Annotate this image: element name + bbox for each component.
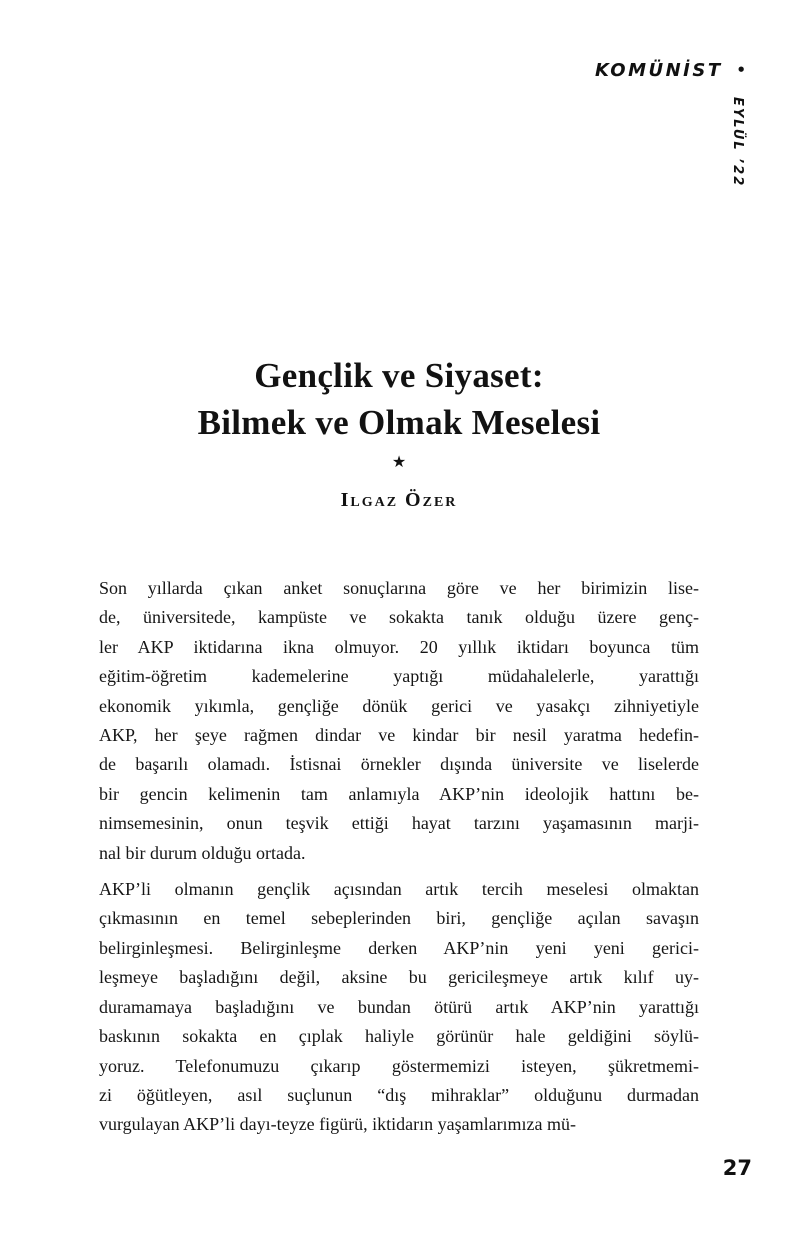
article-title-line-1: Gençlik ve Siyaset: (254, 356, 544, 395)
text-line: nal bir durum olduğu ortada. (99, 842, 306, 863)
text-line: bir gencin kelimenin tam anlamıyla AKP’nin ideolojik hattını be- (99, 783, 699, 804)
author-name: Ilgaz Özer (340, 489, 458, 511)
text-line: nimsemesinin, onun teşvik ettiği hayat tarzını yaşamasının marji- (99, 813, 699, 834)
text-line: çıkmasının en temel sebeplerinden biri, gençliğe açılan savaşın (99, 908, 699, 929)
text-line: de başarılı olamadı. İstisnai örnekler dışında üniversite ve liselerde (99, 754, 699, 775)
journal-name (595, 60, 746, 81)
article-title (99, 352, 699, 446)
text-line: ler AKP iktidarına ikna olmuyor. 20 yıllık iktidarı boyunca tüm (99, 636, 699, 657)
text-line: Son yıllarda çıkan anket sonuçlarına göre ve her birimizin lise- (99, 578, 699, 598)
text-line: AKP’li olmanın gençlik açısından artık tercih meselesi olmaktan (99, 879, 699, 900)
text-line: ekonomik yıkımla, gençliğe dönük gerici ve yasakçı zihniyetiyle (99, 695, 699, 716)
issue-date: EYLÜL ’22 (730, 97, 745, 188)
text-line: baskının sokakta en çıplak haliyle görünür hale geldiğini söylü- (99, 1026, 699, 1047)
bullet-icon: • (736, 61, 746, 79)
star-icon: ★ (391, 454, 407, 471)
text-line: AKP, her şeye rağmen dindar ve kindar bir nesil yaratma hedefin- (99, 725, 699, 746)
article-title-line-2: Bilmek ve Olmak Meselesi (197, 403, 601, 442)
text-line: vurgulayan AKP’li dayı-teyze figürü, iktidarın yaşamlarımıza mü- (99, 1114, 577, 1135)
text-line: leşmeye başladığını değil, aksine bu gericileşmeye artık kılıf uy- (99, 967, 699, 988)
text-line: de, üniversitede, kampüste ve sokakta tanık olduğu üzere genç- (99, 607, 699, 628)
paragraph (99, 574, 699, 868)
article-body (99, 574, 699, 1147)
text-line: zi öğütleyen, asıl suçlunun “dış mihraklar” olduğunu durmadan (99, 1084, 699, 1105)
text-line: belirginleşmesi. Belirginleşme derken AKP’nin yeni yeni gerici- (99, 937, 699, 958)
text-line: duramamaya başladığını ve bundan ötürü artık AKP’nin yarattığı (99, 996, 699, 1017)
page-number: 27 (722, 1156, 752, 1180)
paragraph (99, 875, 699, 1140)
text-line: yoruz. Telefonumuzu çıkarıp göstermemizi isteyen, şükretmemi- (99, 1055, 699, 1076)
text-line: eğitim-öğretim kademelerine yaptığı müdahalelerle, yarattığı (99, 666, 699, 687)
journal-name-text: KOMÜNİST (594, 60, 723, 81)
